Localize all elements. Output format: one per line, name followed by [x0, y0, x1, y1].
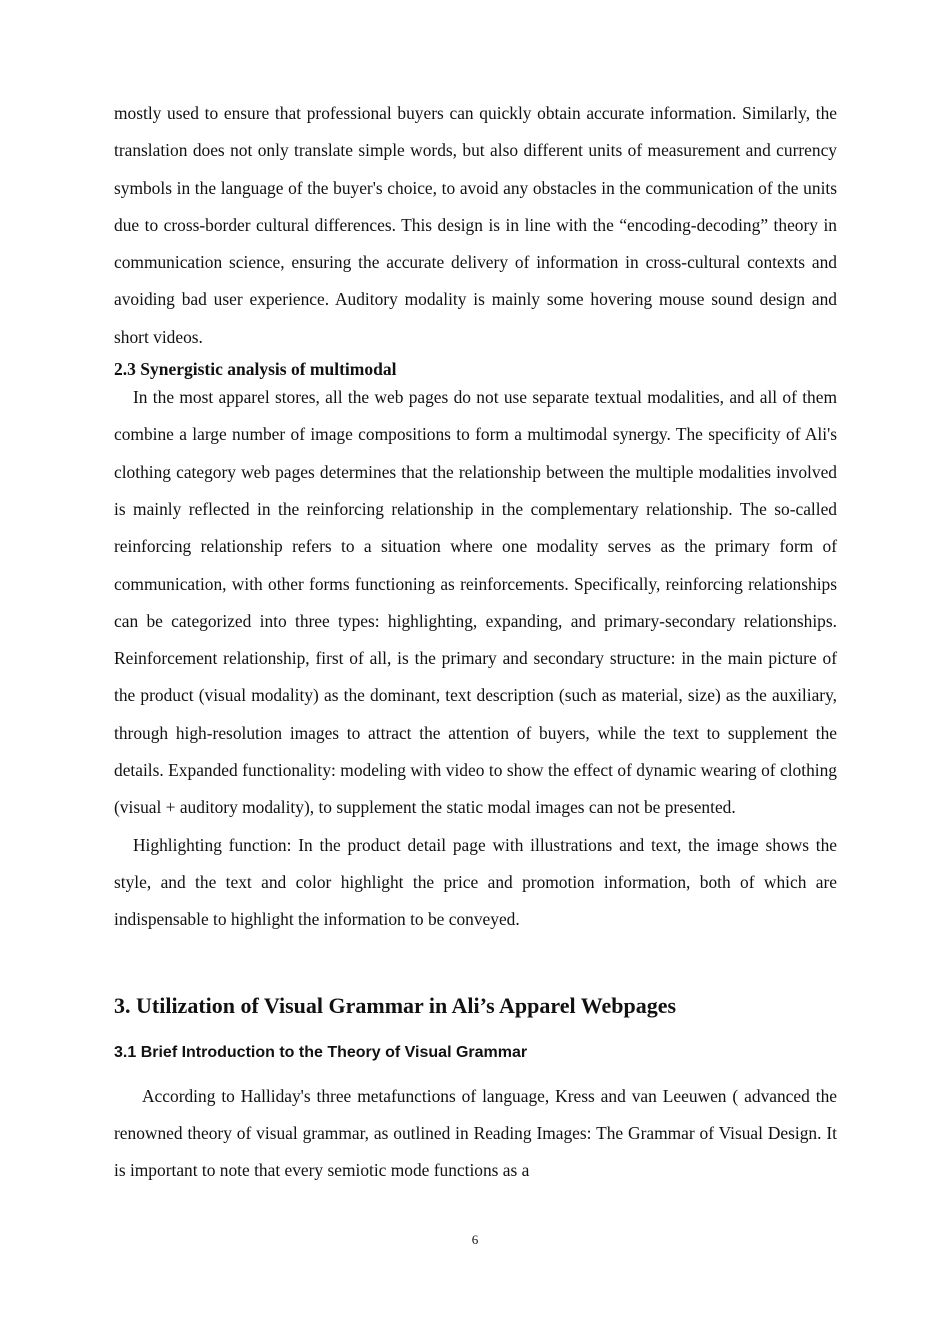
paragraph-continued: mostly used to ensure that professional buyers can quickly obtain accurate information. Similarly, the translation does not only translate simple words, but also different units of measurement and currency symbols in the language of the buyer's choice, to avoid any obstacles in the communication of the units due to cross-border cultural differences. This design is in line with the “encoding-decoding” theory in communication science, ensuring the accurate delivery of information in cross-cultural contexts and avoiding bad user experience. Auditory modality is mainly some hovering mouse sound design and short videos.	[114, 103, 837, 347]
paragraph-highlighting: Highlighting function: In the product detail page with illustrations and text, the image shows the style, and the text and color highlight the price and promotion information, both of which are indispensable to highlight the information to be conveyed.	[114, 834, 837, 930]
paragraph-visual-grammar: According to Halliday's three metafunctions of language, Kress and van Leeuwen ( advanced the renowned theory of visual grammar, as outlined in Reading Images: The Grammar of Visual Design. It is important to note that every semiotic mode functions as a	[114, 1085, 837, 1181]
document-page	[114, 95, 837, 1189]
page-number: 6	[471, 1232, 479, 1247]
heading-2-3: 2.3 Synergistic analysis of multimodal	[114, 359, 397, 380]
paragraph-synergy: In the most apparel stores, all the web pages do not use separate textual modalities, and all of them combine a large number of image compositions to form a multimodal synergy. The specificity of Ali's clothing category web pages determines that the relationship between the multiple modalities involved is mainly reflected in the reinforcing relationship in the complementary relationship. The so-called reinforcing relationship refers to a situation where one modality serves as the primary form of communication, with other forms functioning as reinforcements. Specifically, reinforcing relationships can be categorized into three types: highlighting, expanding, and primary-secondary relationships. Reinforcement relationship, first of all, is the primary and secondary structure: in the main picture of the product (visual modality) as the dominant, text description (such as material, size) as the auxiliary, through high-resolution images to attract the attention of buyers, while the text to supplement the details. Expanded functionality: modeling with video to show the effect of dynamic wearing of clothing (visual + auditory modality), to supplement the static modal images can not be presented.	[114, 387, 837, 818]
heading-section-3: 3. Utilization of Visual Grammar in Ali’s Apparel Webpages	[114, 992, 677, 1018]
heading-3-1: 3.1 Brief Introduction to the Theory of Visual Grammar	[114, 1043, 528, 1061]
